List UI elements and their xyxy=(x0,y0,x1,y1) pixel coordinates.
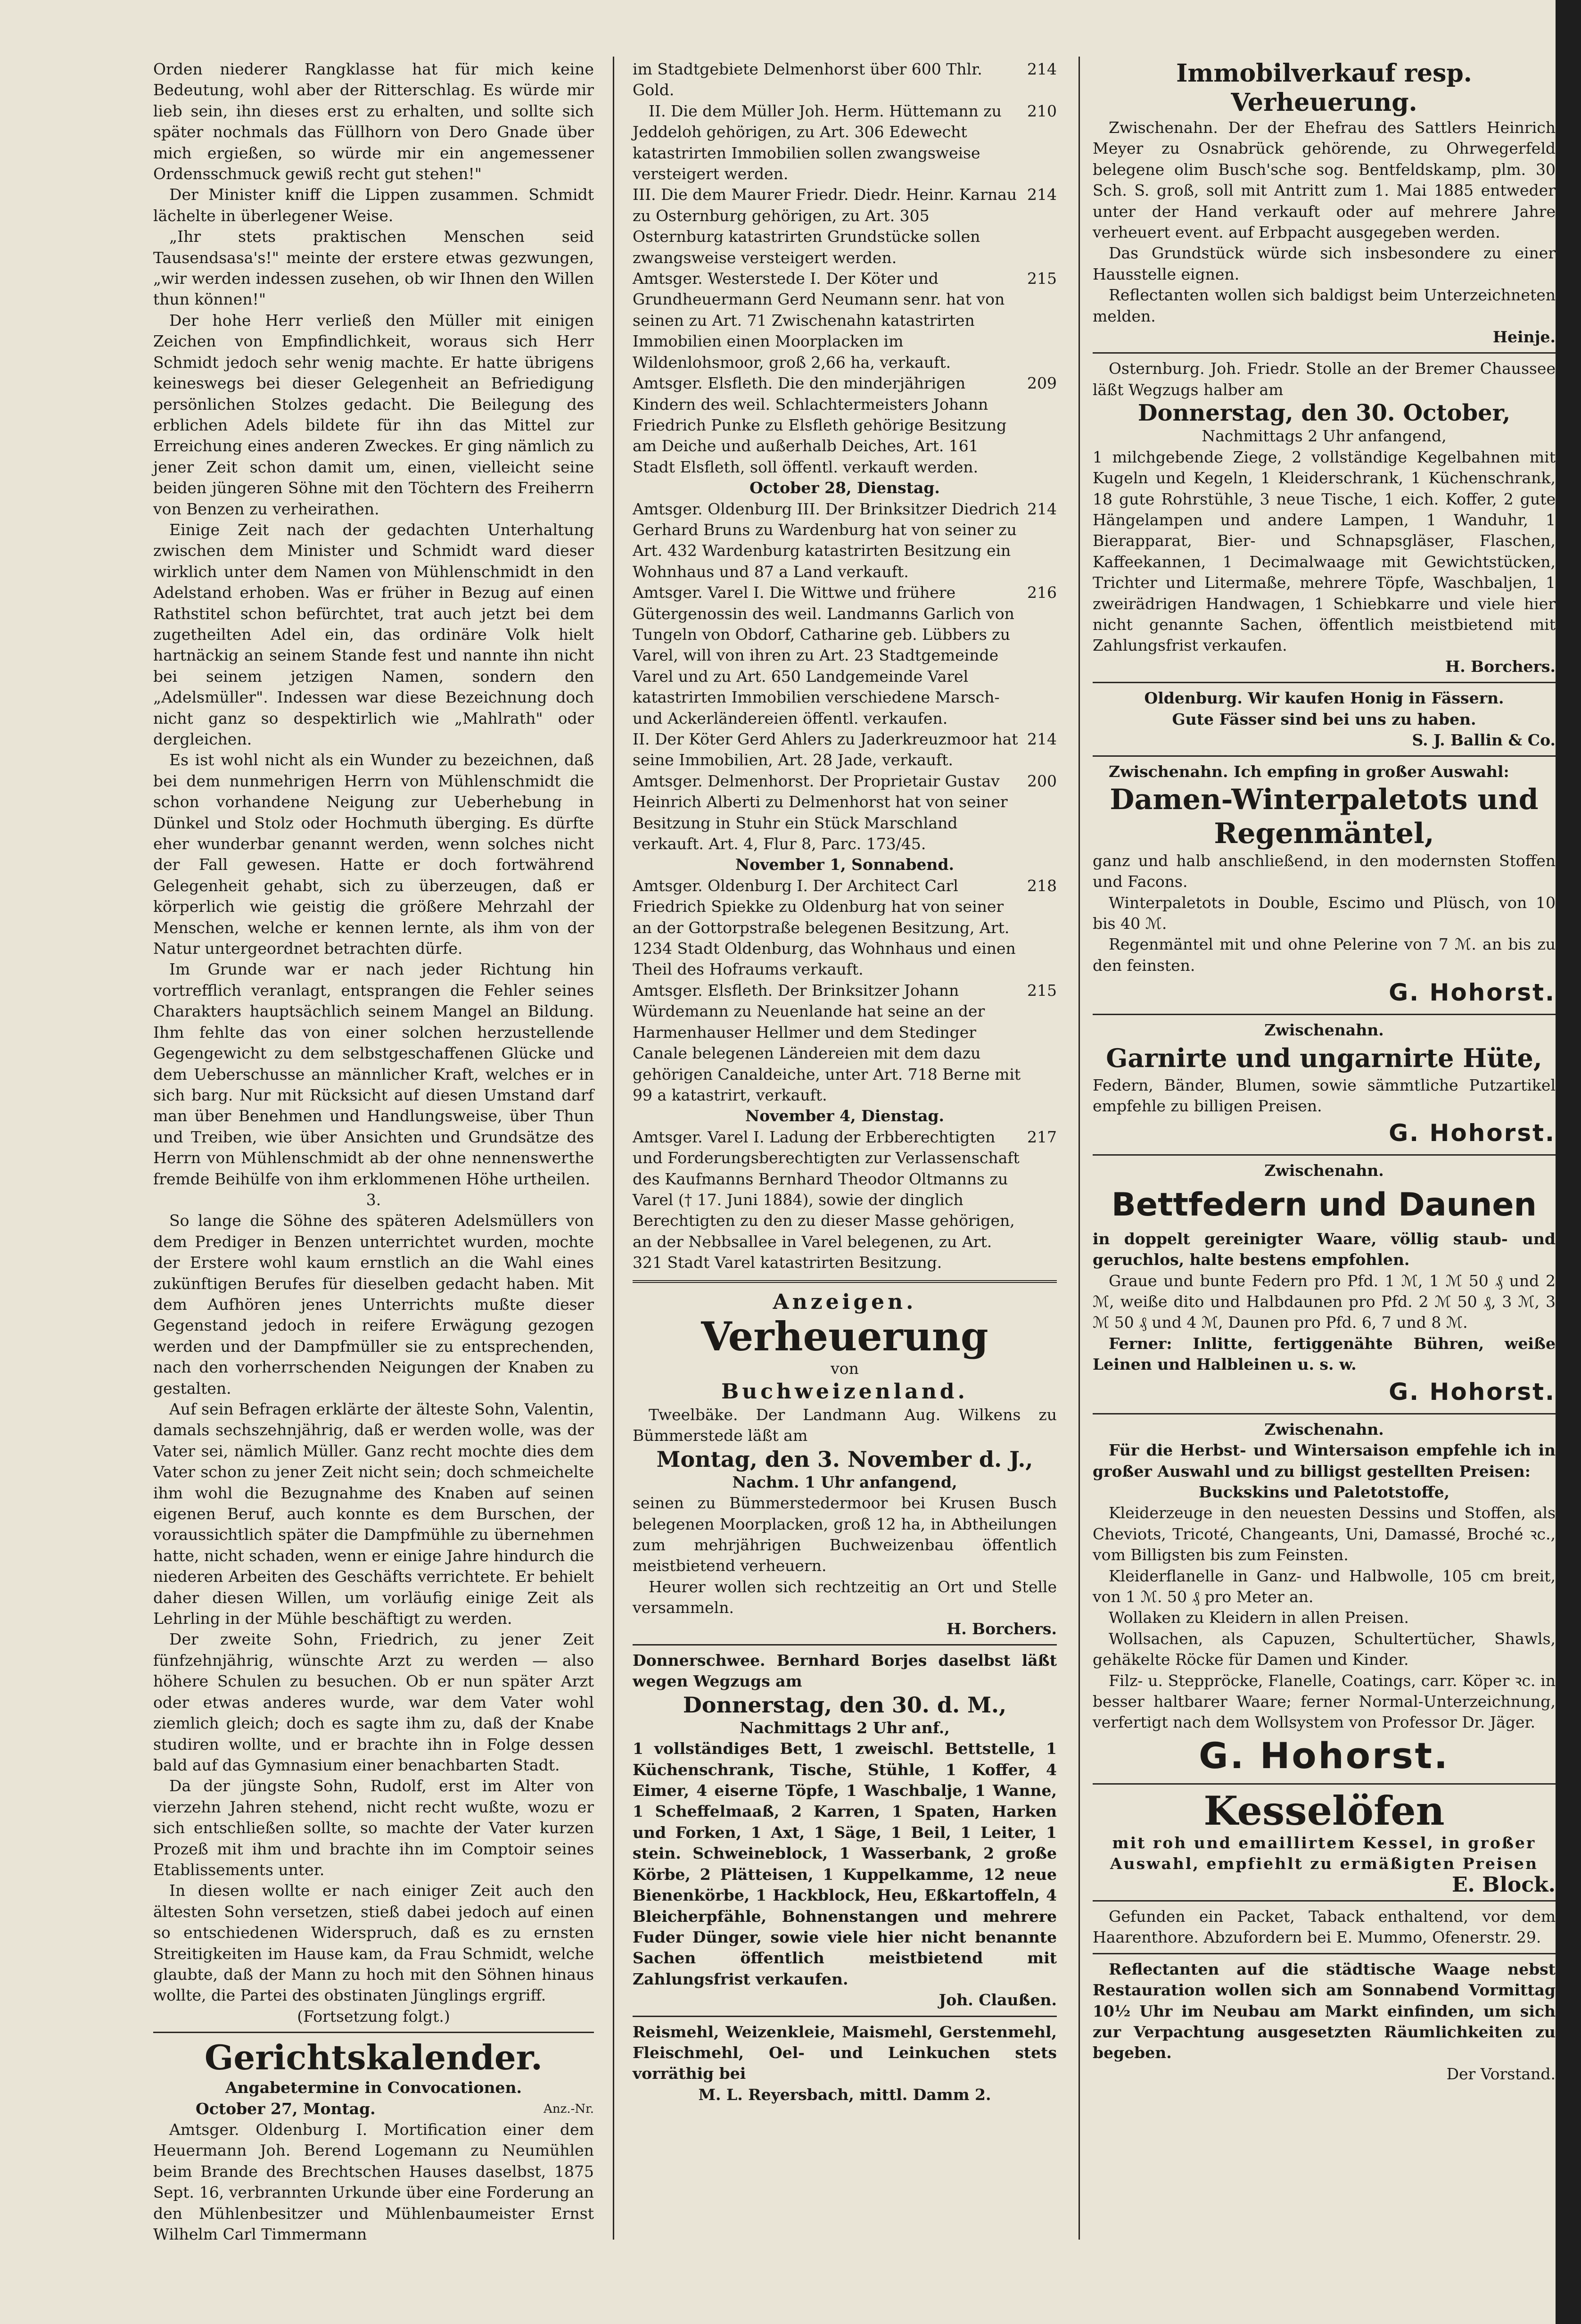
ad-text: Reflectanten wollen sich baldigst beim Unterzeichneten melden. xyxy=(1093,286,1556,325)
story-paragraph: Der zweite Sohn, Friedrich, zu jener Zeit fünfzehnjährig, wünschte Arzt zu werden — also höhere Schulen zu besuchen. Ob er nun später Arzt oder etwas anderes wurde, war dem Vater wohl ziemlich gleich; doch es sagte ihm zu, daß der Knabe studiren wollte, und er brachte ihn in Folge dessen bald auf das Gymnasium einer benachbarten Stadt. xyxy=(153,1630,594,1774)
story-paragraph: Einige Zeit nach der gedachten Unterhaltung zwischen dem Minister und Schmidt ward dieser wirklich unter dem Namen von Mühlenschmidt in den Adelstand erhoben. Was er früher in Bezug auf einen Rathstitel schon befürchtet, trat auch jetzt bei dem zugetheilten Adel ein, das ordinäre Volk hielt hartnäckig an seinem Stande fest und nannte ihn nicht bei seinem jetzigen Namen, sondern den „Adelsmüller". Indessen war diese Bezeichnung doch nicht ganz so despektirlich wie „Mahlrath" oder dergleichen. xyxy=(153,520,594,748)
ad-text: Kleiderflanelle in Ganz- und Halbwolle, 105 cm breit, von 1 ℳ. 50 ₰ pro Meter an. xyxy=(1093,1566,1556,1606)
divider xyxy=(1093,1413,1556,1414)
ad-text: Reflectanten auf die städtische Waage nebst Restauration wollen sich am Sonnabend Vormittag 10½ Uhr im Neubau am Markt einfinden, um sich zur Verpachtung ausgesetzten Räumlichkeiten zu begeben. xyxy=(1093,1960,1556,2062)
ad-text: seinen zu Bümmerstedermoor bei Krusen Busch belegenen Moorplacken, groß 12 ha, in Abtheilungen zum mehrjährigen Buchweizenbau öffentlich meistbietend verheuern. xyxy=(633,1494,1057,1575)
ad-text: Graue und bunte Federn pro Pfd. 1 ℳ, 1 ℳ 50 ₰ und 2 ℳ, weiße dito und Halbdaunen pro Pfd. 2 ℳ 50 ₰, 3 ℳ, 3 ℳ 50 ₰ und 4 ℳ, Daunen pro Pfd. 6, 7 und 8 ℳ. xyxy=(1093,1271,1556,1332)
ad-text: Heurer wollen sich rechtzeitig an Ort und Stelle versammeln. xyxy=(633,1577,1057,1617)
ad-signature: H. Borchers. xyxy=(947,1619,1057,1638)
ad-title: Bettfedern und Daunen xyxy=(1112,1186,1537,1224)
ad-text: Kleiderzeuge in den neuesten Dessins und Stoffen, als Cheviots, Tricoté, Changeants, Uni, Damassé, Broché ꝛc., vom Billigsten bis zum Feinsten. xyxy=(1093,1504,1556,1564)
court-entry: II. Der Köter Gerd Ahlers zu Jaderkreuzmoor hat seine Immobilien, Art. 28 Jade, verkauft. 214 xyxy=(633,730,1057,769)
divider xyxy=(1093,755,1556,757)
ad-signature: H. Borchers. xyxy=(1445,657,1556,676)
ad-place: Zwischenahn. xyxy=(1264,1161,1384,1180)
ad-signature: Der Vorstand. xyxy=(1446,2064,1556,2083)
story-paragraph: In diesen wollte er nach einiger Zeit auch den ältesten Sohn versetzen, stieß dabei jedoch auf einen so entschiedenen Widerspruch, daß es zu ernsten Streitigkeiten im Hause kam, da Frau Schmidt, welche glaubte, daß der Mann zu hoch mit den Söhnen hinaus wollte, die Partei des obstinaten Jünglings ergriff. xyxy=(153,1881,594,2005)
ad-text: ganz und halb anschließend, in den modernsten Stoffen und Facons. xyxy=(1093,851,1556,891)
ad-text: Osternburg. Joh. Friedr. Stolle an der Bremer Chaussee läßt Wegzugs halber am xyxy=(1093,359,1556,399)
column-divider xyxy=(613,57,614,2240)
ad-text: Winterpaletots in Double, Escimo und Plüsch, von 10 bis 40 ℳ. xyxy=(1093,893,1556,933)
court-entry: Amtsger. Westerstede I. Der Köter und Grundheuermann Gerd Neumann senr. hat von seinen zu Art. 71 Zwischenahn katastrirten Immobilien einen Moorplacken im Wildenlohsmoor, groß 2,66 ha, verkauft. 215 xyxy=(633,269,1057,372)
court-entry: Amtsger. Varel I. Die Wittwe und frühere Gütergenossin des weil. Landmanns Garlich von Tungeln von Obdorf, Catharine geb. Lübbers zu Varel, will von ihren zu Art. 23 Stadtgemeinde Varel und zu Art. 650 Landgemeinde Varel katastrirten Immobilien verschiedene Marsch- und Ackerländereien öffentl. verkaufen. 216 xyxy=(633,583,1057,728)
ad-signature: Heinje. xyxy=(1492,328,1556,347)
column-divider xyxy=(1079,57,1080,2240)
divider xyxy=(1093,352,1556,354)
divider xyxy=(153,2032,594,2033)
story-paragraph: Auf sein Befragen erklärte der älteste Sohn, Valentin, damals sechszehnjährig, daß er werden wolle, was der Vater sei, nämlich Müller. Ganz recht mochte dies dem Vater schon zu jener Zeit nicht sein; doch schmeichelte ihm wohl die Bezugnahme des Knaben auf seinen eigenen Beruf, auch konnte es dem Burschen, der voraussichtlich später die Dampfmühle zu übernehmen hatte, nicht schaden, wenn er einige Jahre hindurch die niederen Arbeiten des Geschäfts verrichtete. Er behielt daher diesen Willen, um vorläufig einige Zeit als Lehrling in der Mühle beschäftigt zu werden. xyxy=(153,1400,594,1628)
story-paragraph: Der hohe Herr verließ den Müller mit einigen Zeichen von Empfindlichkeit, woraus sich Herr Schmidt jedoch sehr wenig machte. Er hatte übrigens keineswegs bei dieser Gelegenheit an Befriedigung persönlichen Stolzes gedacht. Die Beilegung des erblichen Adels bildete für ihn das Mittel zur Erreichung eines anderen Zweckes. Er ging nämlich zu jener Zeit schon damit um, einen, vielleicht seine beiden jüngeren Söhne mit den Töchtern des Freiherrn von Benzen zu verheirathen. xyxy=(153,311,594,518)
divider xyxy=(1093,1154,1556,1156)
ad-text: Tweelbäke. Der Landmann Aug. Wilkens zu Bümmerstede läßt am xyxy=(633,1405,1057,1445)
ad-text: Federn, Bänder, Blumen, sowie sämmtliche Putzartikel empfehle zu billigen Preisen. xyxy=(1093,1075,1556,1116)
divider xyxy=(633,2016,1057,2017)
divider xyxy=(1093,1783,1556,1785)
ad-signature: G. Hohorst. xyxy=(1389,979,1556,1007)
ad-title: Damen-Winterpaletots und xyxy=(1110,783,1539,816)
ad-title: Kesselöfen xyxy=(1203,1787,1445,1834)
ad-signature: Joh. Claußen. xyxy=(939,1991,1057,2010)
ad-text: Filz- u. Steppröcke, Flanelle, Coatings, carr. Köper ꝛc. in besser haltbarer Waare; ferner Normal-Unterzeichnung, verfertigt nach dem Wollsystem von Professor Dr. Jäger. xyxy=(1093,1671,1556,1732)
chapter-number: 3. xyxy=(366,1190,381,1209)
ad-text: Oldenburg. Wir kaufen Honig in Fässern. xyxy=(1144,689,1504,708)
court-entry: Amtsger. Elsfleth. Die den minderjährigen Kindern des weil. Schlachtermeisters Johann Friedrich Punke zu Elsfleth gehörige Besitzung am Deiche und außerhalb Deiches, Art. 161 Stadt Elsfleth, soll öffentl. verkauft werden. 209 xyxy=(633,374,1057,476)
court-entry: Amtsger. Varel I. Ladung der Erbberechtigten und Forderungsberechtigten zur Verlassenschaft des Kaufmanns Bernhard Theodor Oltmanns zu Varel († 17. Juni 1884), sowie der dinglich Berechtigten zu den zu dieser Masse gehörigen, an der Nebbsallee in Varel belegenen, zu Art. 321 Stadt Varel katastrirten Besitzung. 217 xyxy=(633,1127,1057,1272)
ad-date: Donnerstag, den 30. d. M., xyxy=(683,1692,1007,1718)
divider xyxy=(1093,682,1556,683)
calendar-date-heading: November 4, Dienstag. xyxy=(745,1107,945,1125)
ad-title: Immobilverkauf resp. Verheuerung. xyxy=(1176,59,1472,117)
announcement-number-label: Anz.-Nr. xyxy=(543,2101,594,2116)
court-entry: III. Die dem Maurer Friedr. Diedr. Heinr. Karnau zu Osternburg gehörigen, zu Art. 305 Osternburg katastrirten Grundstücke sollen zwangsweise versteigert werden. 214 xyxy=(633,185,1057,267)
court-calendar-date: October 27, Montag. xyxy=(196,2099,376,2118)
divider xyxy=(1093,1900,1556,1902)
ad-place: Zwischenahn. xyxy=(1264,1021,1384,1040)
ad-subtitle: Buchweizenland. xyxy=(721,1379,968,1404)
divider xyxy=(633,1644,1057,1646)
ad-text: Ferner: Inlitte, fertiggenähte Bühren, weiße Leinen und Halbleinen u. s. w. xyxy=(1093,1334,1556,1374)
ad-signature: G. Hohorst. xyxy=(1389,1119,1556,1147)
ad-text: Wollaken zu Kleidern in allen Preisen. xyxy=(1109,1608,1409,1627)
story-paragraph: „Ihr stets praktischen Menschen seid Tausendsasa's!" meinte der erstere etwas gezwungen, „wir werden indessen zusehen, ob wir Ihnen den Willen thun können!" xyxy=(153,227,594,309)
ad-signature: S. J. Ballin & Co. xyxy=(1412,730,1556,749)
column-left xyxy=(153,59,594,2245)
ad-signature: G. Hohorst. xyxy=(1389,1378,1556,1406)
ad-time: Nachm. 1 Uhr anfangend, xyxy=(732,1472,957,1491)
divider xyxy=(1093,1014,1556,1015)
ad-date: Montag, den 3. November d. J., xyxy=(656,1446,1033,1472)
ad-text: Gefunden ein Packet, Taback enthaltend, vor dem Haarenthore. Abzufordern bei E. Mummo, Ofenerstr. 29. xyxy=(1093,1907,1556,1947)
ad-text: Wollsachen, als Capuzen, Schultertücher, Shawls, gehäkelte Röcke für Damen und Kinder. xyxy=(1093,1629,1556,1669)
divider xyxy=(1093,1953,1556,1954)
ad-title: Garnirte und ungarnirte Hüte, xyxy=(1106,1042,1542,1073)
court-entry: Amtsger. Delmenhorst. Der Proprietair Gustav Heinrich Alberti zu Delmenhorst hat von seiner Besitzung in Stuhr ein Stück Marschland verkauft. Art. 4, Flur 8, Parc. 173/45. 200 xyxy=(633,771,1057,853)
calendar-date-heading: November 1, Sonnabend. xyxy=(735,855,954,874)
column-middle xyxy=(633,59,1057,2105)
page-edge xyxy=(1556,0,1581,2324)
ad-text: Für die Herbst- und Wintersaison empfehle ich in großer Auswahl und zu billigst gestellten Preisen: xyxy=(1093,1441,1556,1480)
story-paragraph: Im Grunde war er nach jeder Richtung hin vortrefflich veranlagt, entsprangen die Fehler seines Charakters hauptsächlich seinem Mangel an Bildung. Ihm fehlte das von einer solchen herzustellende Gegengewicht zu dem selbstgeschaffenen Glücke und dem Ueberschusse an männlicher Kraft, welches er in sich barg. Nur mit Rücksicht auf diesen Umstand darf man über Benehmen und Handlungsweise, über Thun und Treiben, wie über Ansichten und Grundsätze des Herrn von Mühlenschmidt ab der ohne nennenswerthe fremde Beihülfe von ihm erklommenen Höhe urtheilen. xyxy=(153,960,594,1188)
ad-signature: M. L. Reyersbach, mittl. Damm 2. xyxy=(698,2085,991,2104)
ad-text: Gute Fässer sind bei uns zu haben. xyxy=(1172,710,1476,728)
ad-text: Buckskins und Paletotstoffe, xyxy=(1198,1482,1450,1501)
ad-text: Zwischenahn. Ich empfing in großer Auswahl: xyxy=(1109,762,1509,781)
story-paragraph: Es ist wohl nicht als ein Wunder zu bezeichnen, daß bei dem nunmehrigen Herrn von Mühlenschmidt die schon vorhandene Neigung zur Ueberhebung in Dünkel und Stolz oder Hochmuth überging. Es dürfte eher wunderbar genannt werden, wenn solches nicht der Fall gewesen. Hatte er doch fortwährend Gelegenheit gehabt, sich zu überzeugen, daß er körperlich wie geistig die größere Mehrzahl der Menschen, welche er kennen lernte, als ihm von der Natur untergeordnet betrachten dürfe. xyxy=(153,751,594,958)
ad-text: 1 milchgebende Ziege, 2 vollständige Kegelbahnen mit Kugeln und Kegeln, 1 Kleiderschrank, 1 Küchenschrank, 18 gute Rohrstühle, 3 neue Tische, 1 eich. Koffer, 2 gute Hängelampen und andere Lampen, 1 Wanduhr, 1 Bierapparat, Bier- und Schnapsgläser, Flaschen, Kaffeekannen, 1 Decimalwaage mit Gewichtstücken, Trichter und Litermaße, mehrere Töpfe, Waschbaljen, 1 zweirädrigen Handwagen, 1 Schiebkarre und viele hier nicht genannte Sachen, öffentlich meistbietend mit Zahlungsfrist verkaufen. xyxy=(1093,447,1556,655)
ad-text: Reismehl, Weizenkleie, Maismehl, Gerstenmehl, Fleischmehl, Oel- und Leinkuchen stets vorräthig bei xyxy=(633,2022,1057,2083)
ad-signature: E. Block. xyxy=(1451,1872,1556,1897)
story-paragraph: Der Minister kniff die Lippen zusammen. Schmidt lächelte in überlegener Weise. xyxy=(153,185,594,225)
story-paragraph: Da der jüngste Sohn, Rudolf, erst im Alter von vierzehn Jahren stehend, nicht recht wußte, wozu er sich entschließen sollte, so machte der Vater kurzen Prozeß mit ihm und brachte ihn im Comptoir seines Etablissements unter. xyxy=(153,1777,594,1879)
calendar-date-heading: October 28, Dienstag. xyxy=(749,479,940,497)
ad-text: von xyxy=(831,1359,859,1378)
ad-text: mit roh und emaillirtem Kessel, in großer Auswahl, empfiehlt zu ermäßigten Preisen xyxy=(1110,1833,1539,1873)
court-calendar-date-row xyxy=(153,2099,594,2119)
court-entry: Amtsger. Elsfleth. Der Brinksitzer Johann Würdemann zu Neuenlande hat seine an der Harmenhauser Hellmer und dem Stedinger Canale belegenen Ländereien mit dem dazu gehörigen Canaldeiche, unter Art. 718 Berne mit 99 a katastrirt, verkauft. 215 xyxy=(633,981,1057,1104)
court-entry: Amtsger. Oldenburg I. Der Architect Carl Friedrich Spiekke zu Oldenburg hat von seiner an der Gottorpstraße belegenen Besitzung, Art. 1234 Stadt Oldenburg, das Wohnhaus und einen Theil des Hofraums verkauft. 218 xyxy=(633,876,1057,979)
ad-title: Verheuerung xyxy=(701,1313,988,1360)
ad-text: 1 vollständiges Bett, 1 zweischl. Bettstelle, 1 Küchenschrank, Tische, Stühle, 1 Koffer, 4 Eimer, 4 eiserne Töpfe, 1 Waschbalje, 1 Wanne, 1 Scheffelmaaß, 2 Karren, 1 Spaten, Harken und Forken, 1 Axt, 1 Säge, 1 Beil, 1 Leiter, 1 stein. Schweineblock, 1 Wasserbank, 2 große Körbe, 2 Plätteisen, 1 Kuppelkamme, 12 neue Bienenkörbe, 1 Hackblock, Heu, Eßkartoffeln, 4 Bleicherpfähle, Bohnenstangen und mehrere Fuder Dünger, sowie viele hier nicht benannte Sachen öffentlich meistbietend mit Zahlungsfrist verkaufen. xyxy=(633,1739,1057,1988)
ad-date: Donnerstag, den 30. October, xyxy=(1137,400,1511,427)
ad-time: Nachmittags 2 Uhr anfangend, xyxy=(1202,427,1447,446)
ad-text: Zwischenahn. Der der Ehefrau des Sattlers Heinrich Meyer zu Osnabrück gehörende, zu Ohrwegerfeld belegene olim Busch'sche sog. Bentfeldskamp, plm. 30 Sch. S. groß, soll mit Antritt zum 1. Mai 1885 entweder unter der Hand verkauft oder auf mehrere Jahre verheuert event. auf Erbpacht ausgegeben werden. xyxy=(1093,118,1556,242)
ad-text: in doppelt gereinigter Waare, völlig staub- und geruchlos, halte bestens empfohlen. xyxy=(1093,1229,1556,1269)
ad-signature: G. Hohorst. xyxy=(1199,1734,1449,1777)
story-paragraph: Orden niederer Rangklasse hat für mich keine Bedeutung, wohl aber der Ritterschlag. Es würde mir lieb sein, ihn dieses erst zu erhalten, und sollte sich später nochmals das Füllhorn von Dero Gnade über mich ergießen, so würde mir ein angemessener Ordensschmuck gewiß recht gut stehen!" xyxy=(153,60,594,183)
court-entry: im Stadtgebiete Delmenhorst über 600 Thlr. Gold. 214 xyxy=(633,60,1057,99)
story-paragraph: So lange die Söhne des späteren Adelsmüllers von dem Prediger in Benzen unterrichtet wurden, mochte der Erstere wohl kaum ernstlich an die Wahl eines zukünftigen Berufes für dieselben gedacht haben. Mit dem Aufhören jenes Unterrichts mußte dieser Gegenstand jedoch in reifere Erwägung gezogen werden und der Dampfmüller sie zu entsprechenden, nach den vorherrschenden Neigungen der Knaben zu gestalten. xyxy=(153,1211,594,1398)
court-calendar-subtitle: Angabetermine in Convocationen. xyxy=(225,2078,522,2097)
ad-text: Regenmäntel mit und ohne Pelerine von 7 ℳ. an bis zu den feinsten. xyxy=(1093,935,1556,975)
continuation-note: (Fortsetzung folgt.) xyxy=(297,2007,450,2026)
ad-place: Zwischenahn. xyxy=(1264,1420,1384,1439)
ad-text: Das Grundstück würde sich insbesondere zu einer Hausstelle eignen. xyxy=(1093,244,1556,283)
court-calendar-title: Gerichtskalender. xyxy=(204,2037,543,2078)
ad-title: Regenmäntel, xyxy=(1214,817,1434,850)
advertisements-heading: Anzeigen. xyxy=(773,1290,917,1314)
court-entry: Amtsger. Oldenburg III. Der Brinksitzer Diedrich Gerhard Bruns zu Wardenburg hat von seiner zu Art. 432 Wardenburg katastrirten Besitzung ein Wohnhaus und 87 a Land verkauft. 214 xyxy=(633,499,1057,581)
ad-time: Nachmittags 2 Uhr anf., xyxy=(740,1718,950,1737)
column-right xyxy=(1093,59,1556,2084)
divider xyxy=(633,1280,1057,1283)
court-entry: II. Die dem Müller Joh. Herm. Hüttemann zu Jeddeloh gehörigen, zu Art. 306 Edewecht katastrirten Immobilien sollen zwangsweise versteigert werden. 210 xyxy=(633,101,1057,183)
ad-text: Donnerschwee. Bernhard Borjes daselbst läßt wegen Wegzugs am xyxy=(633,1651,1057,1691)
court-entry: Amtsger. Oldenburg I. Mortification einer dem Heuermann Joh. Berend Logemann zu Neumühlen beim Brande des Brechtschen Hauses daselbst, 1875 Sept. 16, verbrannten Urkunde über eine Forderung an den Mühlenbesitzer und Mühlenbaumeister Ernst Wilhelm Carl Timmermann xyxy=(153,2120,594,2244)
